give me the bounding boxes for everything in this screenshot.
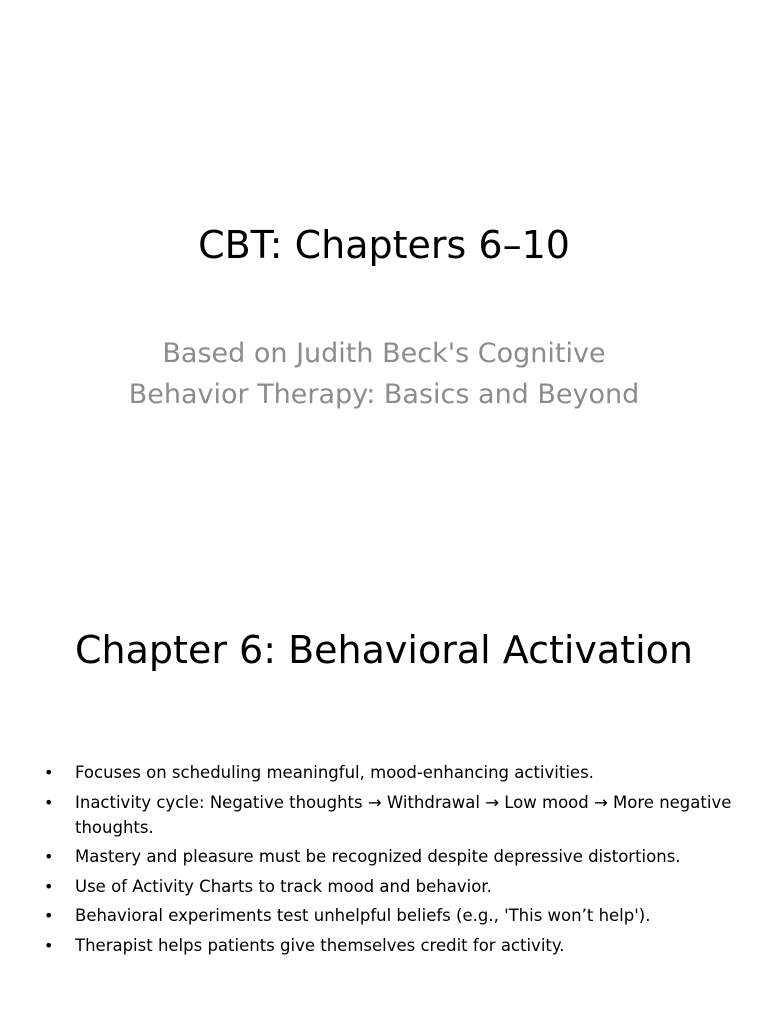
subtitle-line-1: Based on Judith Beck's Cognitive (162, 338, 606, 369)
bullet-item (40, 933, 740, 958)
bullet-text: Inactivity cycle: Negative thoughts → Withdrawal → Low mood → More negative thoughts. (75, 792, 732, 837)
bullet-text: Behavioral experiments test unhelpful beliefs (e.g., 'This won’t help'). (75, 906, 651, 925)
presentation-title: CBT: Chapters 6–10 (198, 223, 570, 267)
bullet-glyph: • (44, 935, 54, 955)
bullet-item (40, 903, 740, 928)
slide-chapter-6 (0, 576, 768, 1024)
bullet-glyph: • (44, 876, 54, 896)
bullet-text: Focuses on scheduling meaningful, mood-enhancing activities. (75, 763, 594, 782)
bullet-text: Mastery and pleasure must be recognized despite depressive distortions. (75, 847, 681, 866)
bullet-glyph: • (44, 792, 54, 812)
bullet-list (40, 760, 740, 962)
subtitle-line-2: Behavior Therapy: Basics and Beyond (128, 379, 640, 410)
bullet-glyph: • (44, 847, 54, 866)
bullet-glyph: • (44, 906, 54, 925)
bullet-item (40, 790, 740, 840)
presentation-subtitle (84, 333, 684, 415)
bullet-item (40, 844, 740, 869)
bullet-text: Therapist helps patients give themselves credit for activity. (75, 935, 565, 955)
bullet-item (40, 874, 740, 899)
bullet-text: Use of Activity Charts to track mood and behavior. (75, 876, 492, 896)
bullet-glyph: • (44, 763, 54, 782)
bullet-item (40, 760, 740, 785)
chapter-title: Chapter 6: Behavioral Activation (75, 628, 693, 672)
